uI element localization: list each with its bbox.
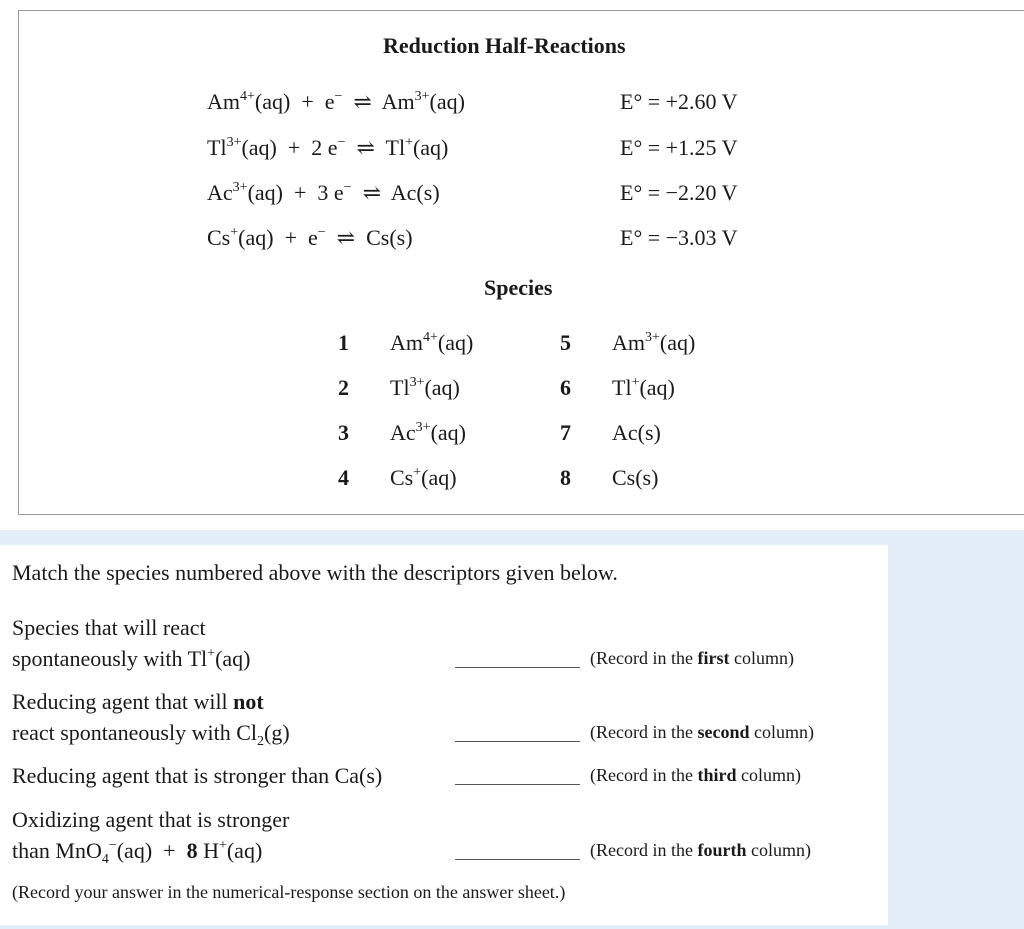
species-number: 1	[338, 330, 349, 355]
question-intro: Match the species numbered above with the descriptors given below.	[12, 560, 618, 585]
text-fragment: (aq)	[437, 330, 474, 355]
species-number: 6	[560, 375, 571, 400]
text-fragment: 3+	[645, 330, 660, 345]
descriptor-text	[12, 760, 382, 791]
text-fragment: Cs(s)	[612, 465, 659, 490]
text-fragment: (aq)	[424, 375, 460, 400]
text-fragment: 3+	[415, 420, 431, 435]
half-reaction-equation	[207, 135, 448, 161]
text-fragment: ⇌ Tl	[345, 135, 406, 160]
text-fragment: Ac	[390, 420, 416, 445]
species-number: 8	[560, 465, 571, 490]
text-fragment: (aq)	[412, 135, 449, 160]
answer-blank	[455, 859, 580, 860]
text-fragment: 8	[186, 838, 198, 863]
text-fragment: (Record in the	[590, 765, 698, 785]
text-fragment: (aq)	[639, 375, 675, 400]
text-fragment: first	[697, 648, 730, 668]
text-fragment: (aq)	[429, 89, 465, 114]
text-fragment: Am	[612, 330, 645, 355]
text-fragment: fourth	[697, 840, 747, 860]
standard-potential: E° = −2.20 V	[620, 180, 738, 205]
text-fragment: (aq) +	[116, 838, 187, 863]
text-fragment: 4	[101, 852, 109, 867]
descriptor-line	[12, 612, 250, 643]
descriptor-line	[12, 835, 289, 866]
species-title: Species	[484, 275, 553, 300]
standard-potential: E° = +2.60 V	[620, 89, 738, 114]
text-fragment: Reducing agent that will	[12, 689, 234, 714]
text-fragment: −	[343, 180, 352, 195]
half-reaction-equation	[207, 180, 440, 206]
answer-blank	[455, 784, 580, 785]
descriptor-text	[12, 612, 250, 674]
species-name	[390, 465, 457, 491]
text-fragment: Ac	[207, 180, 233, 205]
text-fragment: +	[218, 838, 227, 853]
descriptor-text	[12, 686, 290, 748]
record-instruction	[590, 765, 801, 786]
text-fragment: column)	[749, 722, 814, 742]
text-fragment: +	[413, 465, 422, 480]
answer-blank	[455, 741, 580, 742]
text-fragment: (aq)	[215, 646, 251, 671]
record-instruction	[590, 840, 811, 861]
text-fragment: ⇌ Ac(s)	[351, 180, 440, 205]
text-fragment: column)	[736, 765, 801, 785]
species-number: 5	[560, 330, 571, 355]
species-name	[390, 375, 460, 401]
text-fragment: Am	[390, 330, 423, 355]
species-name	[612, 375, 675, 401]
text-fragment: (g)	[264, 720, 290, 745]
text-fragment: Reducing agent that is stronger than Ca(s)	[12, 763, 383, 788]
text-fragment: +	[631, 375, 640, 390]
text-fragment: 2	[257, 734, 265, 749]
half-reaction-equation	[207, 225, 413, 251]
descriptor-line	[12, 717, 290, 748]
text-fragment: 4+	[240, 89, 255, 104]
species-name	[612, 465, 658, 491]
text-fragment: column)	[746, 840, 811, 860]
text-fragment: 4+	[423, 330, 438, 345]
text-fragment: ⇌ Cs(s)	[325, 225, 413, 250]
species-number: 3	[338, 420, 349, 445]
text-fragment: Tl	[207, 135, 227, 160]
text-fragment: (aq) + e	[238, 225, 318, 250]
record-instruction	[590, 722, 814, 743]
text-fragment: second	[697, 722, 750, 742]
text-fragment: Tl	[390, 375, 410, 400]
answer-note: (Record your answer in the numerical-response section on the answer sheet.)	[12, 882, 566, 902]
species-name	[390, 330, 473, 356]
text-fragment: than MnO	[12, 838, 102, 863]
text-fragment: column)	[729, 648, 794, 668]
descriptor-text	[12, 804, 289, 866]
text-fragment: (aq)	[659, 330, 696, 355]
text-fragment: (aq) + 2 e	[241, 135, 338, 160]
text-fragment: 3+	[226, 135, 242, 150]
species-number: 7	[560, 420, 571, 445]
descriptor-line	[12, 760, 382, 791]
species-name	[612, 420, 661, 446]
descriptor-line	[12, 686, 290, 717]
standard-potential: E° = −3.03 V	[620, 225, 738, 250]
text-fragment: (aq)	[226, 838, 263, 863]
text-fragment: Ac(s)	[612, 420, 661, 445]
text-fragment: (Record in the	[590, 648, 698, 668]
species-name	[612, 330, 695, 356]
text-fragment: spontaneously with Tl	[12, 646, 208, 671]
text-fragment: 3+	[409, 375, 425, 390]
text-fragment: (aq) + 3 e	[247, 180, 344, 205]
text-fragment: −	[334, 89, 343, 104]
text-fragment: Tl	[612, 375, 632, 400]
text-fragment: −	[317, 225, 326, 240]
text-fragment: react spontaneously with Cl	[12, 720, 258, 745]
text-fragment: not	[233, 689, 264, 714]
record-instruction	[590, 648, 794, 669]
text-fragment: +	[405, 135, 413, 150]
text-fragment: −	[108, 838, 117, 853]
text-fragment: 3+	[232, 180, 248, 195]
species-number: 4	[338, 465, 349, 490]
text-fragment: +	[230, 225, 239, 240]
text-fragment: +	[207, 646, 216, 661]
text-fragment: Am	[207, 89, 240, 114]
text-fragment: −	[337, 135, 346, 150]
text-fragment: (aq)	[421, 465, 457, 490]
text-fragment: (aq)	[430, 420, 466, 445]
text-fragment: (Record in the	[590, 840, 698, 860]
species-name	[390, 420, 466, 446]
text-fragment: (aq) + e	[254, 89, 335, 114]
text-fragment: H	[197, 838, 219, 863]
text-fragment: Cs	[390, 465, 414, 490]
text-fragment: (Record in the	[590, 722, 698, 742]
half-reaction-equation	[207, 89, 465, 115]
descriptor-line	[12, 804, 289, 835]
half-reactions-panel	[18, 10, 1024, 515]
standard-potential: E° = +1.25 V	[620, 135, 738, 160]
answer-blank	[455, 667, 580, 668]
species-number: 2	[338, 375, 349, 400]
text-fragment: ⇌ Am	[342, 89, 415, 114]
text-fragment: Oxidizing agent that is stronger	[12, 807, 290, 832]
text-fragment: 3+	[414, 89, 430, 104]
text-fragment: Cs	[207, 225, 231, 250]
descriptor-line	[12, 643, 250, 674]
text-fragment: Species that will react	[12, 615, 206, 640]
text-fragment: third	[697, 765, 737, 785]
half-reactions-title: Reduction Half-Reactions	[383, 33, 626, 58]
